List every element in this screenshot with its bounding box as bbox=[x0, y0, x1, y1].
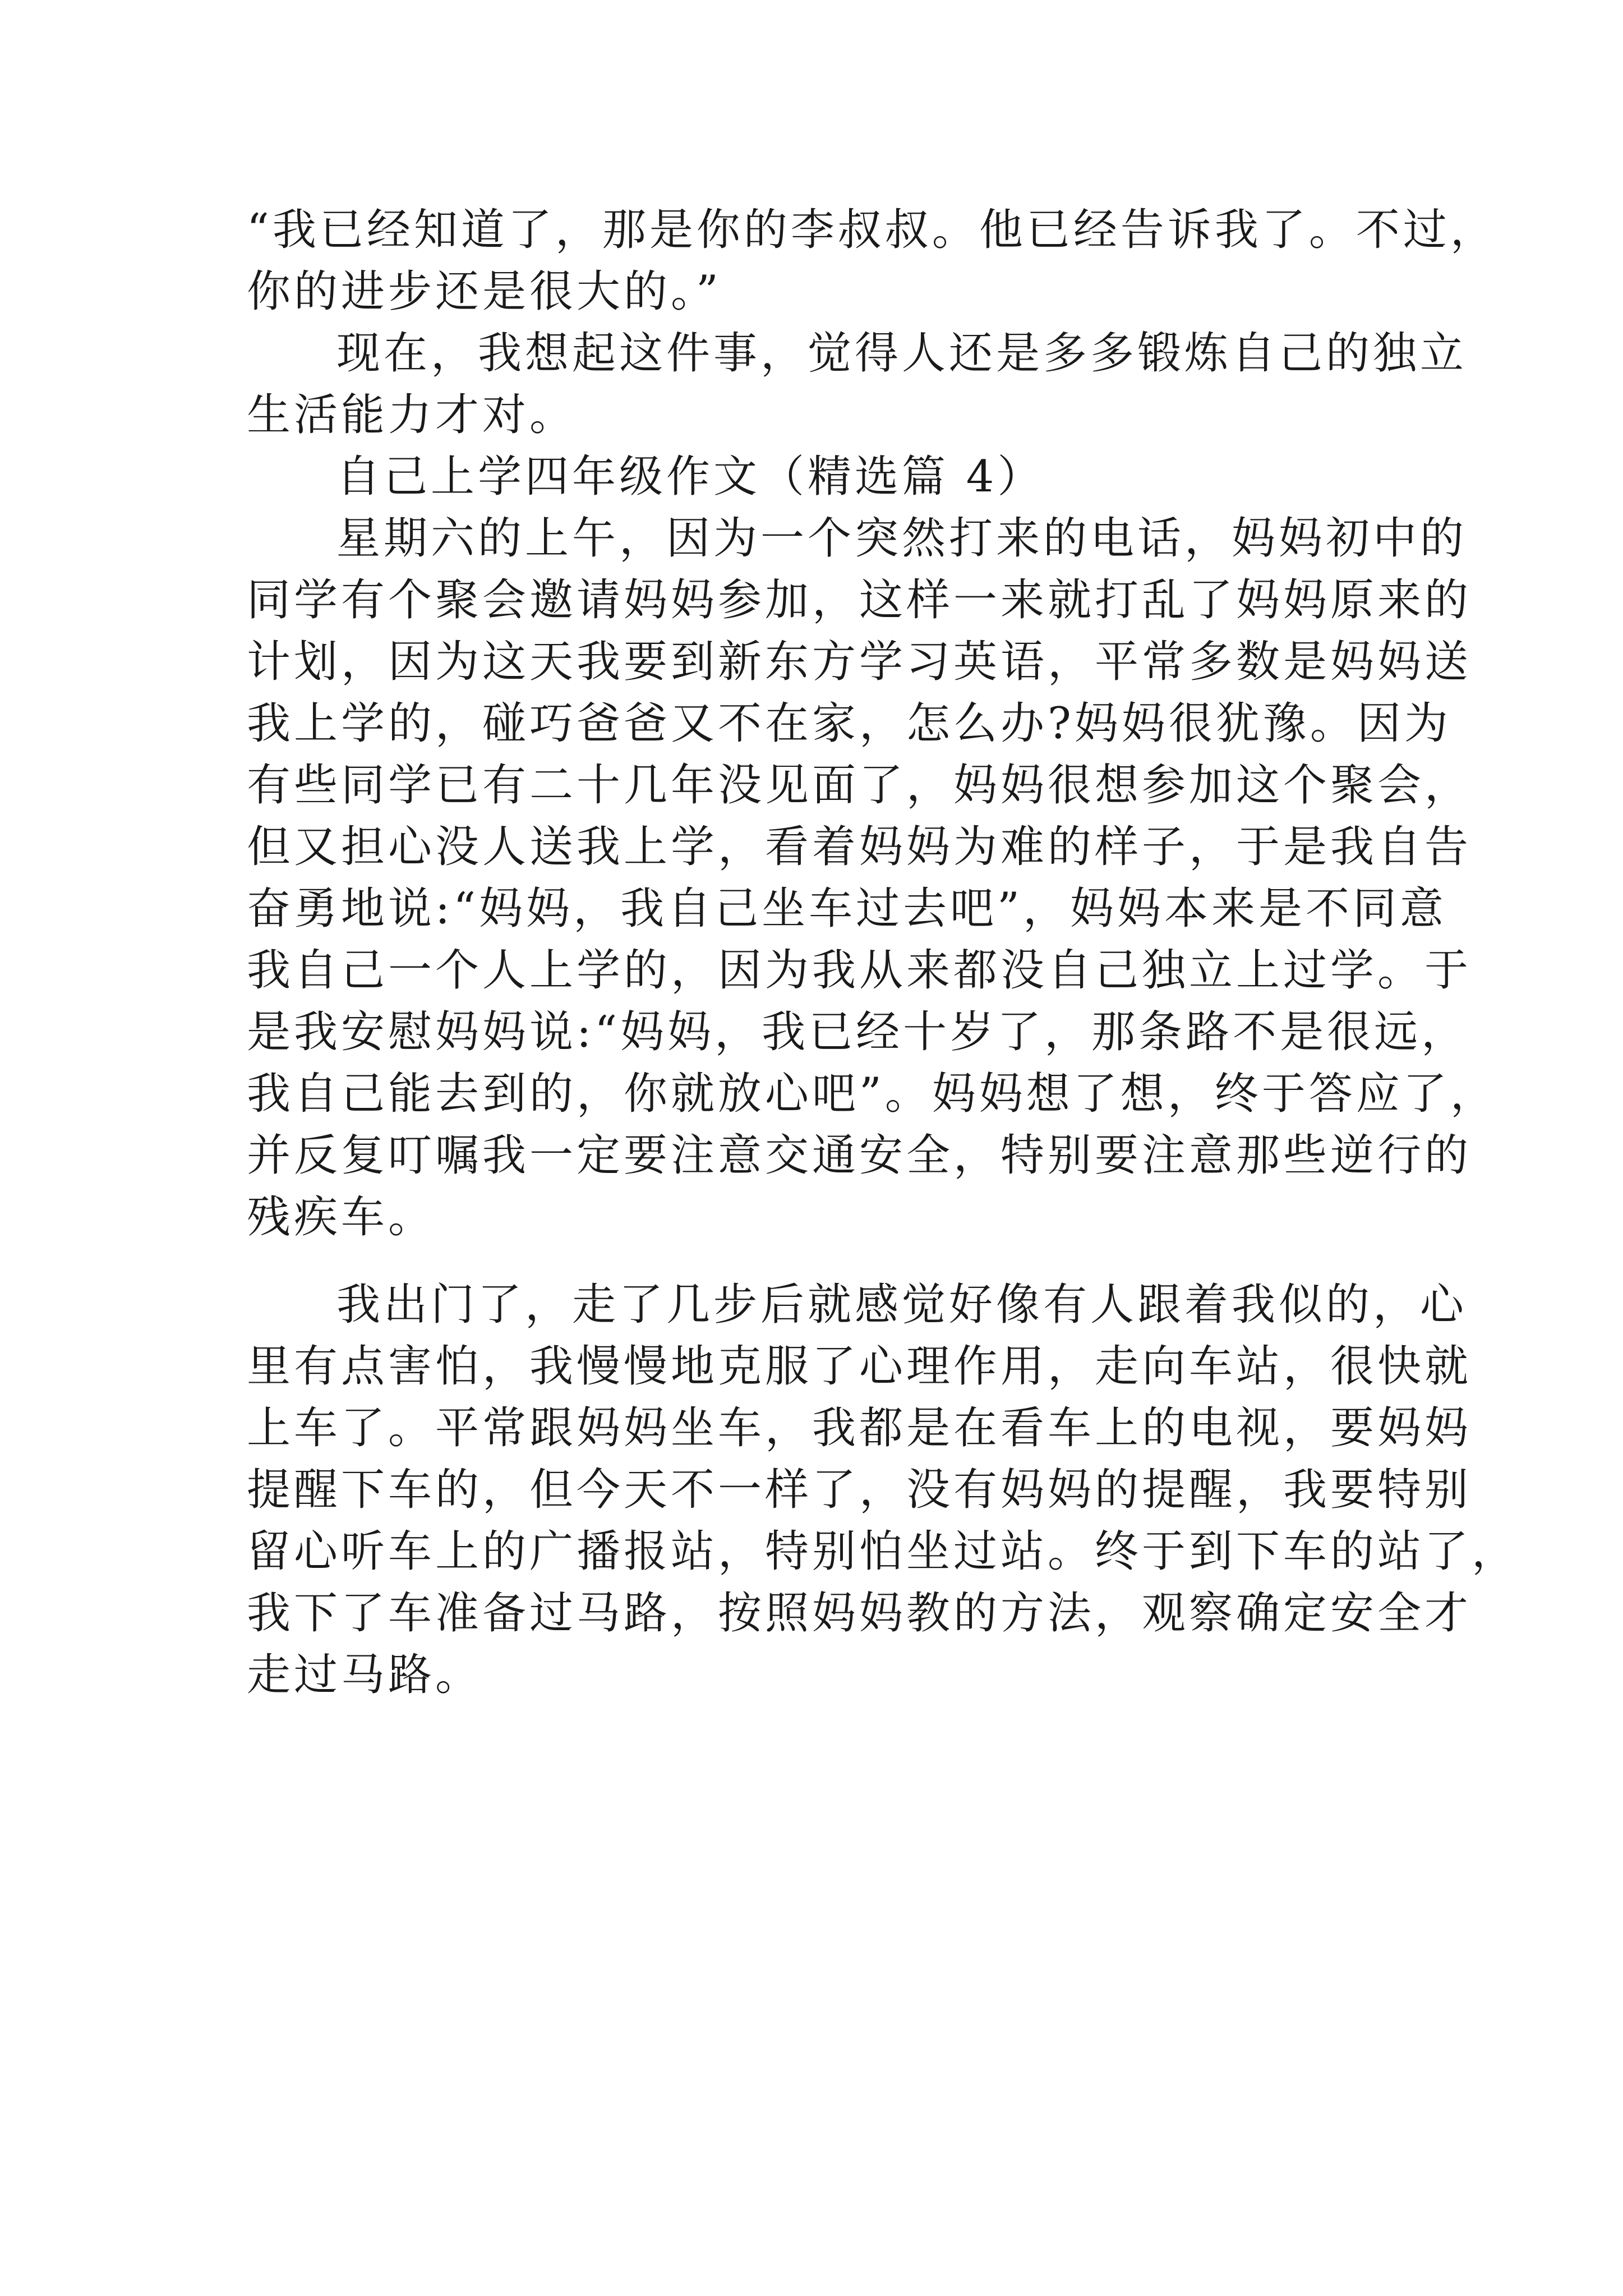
text-line: 但又担心没人送我上学，看着妈妈为难的样子，于是我自告 bbox=[247, 822, 1472, 872]
text-line: 是我安慰妈妈说:“妈妈，我已经十岁了，那条路不是很远， bbox=[247, 1007, 1469, 1057]
text-line: 现在，我想起这件事，觉得人还是多多锻炼自己的独立 bbox=[336, 328, 1468, 379]
text-line: 有些同学已有二十几年没见面了，妈妈很想参加这个聚会， bbox=[247, 760, 1472, 811]
text-line: 你的进步还是很大的。” bbox=[247, 266, 722, 317]
text-line: 奋勇地说:“妈妈，我自己坐车过去吧”，妈妈本来是不同意 bbox=[247, 884, 1447, 934]
text-line: 计划，因为这天我要到新东方学习英语，平常多数是妈妈送 bbox=[247, 637, 1472, 687]
text-line: 同学有个聚会邀请妈妈参加，这样一来就打乱了妈妈原来的 bbox=[247, 575, 1472, 625]
section-heading bbox=[247, 446, 1402, 508]
text-line: 里有点害怕，我慢慢地克服了心理作用，走向车站，很快就 bbox=[247, 1341, 1472, 1392]
text-line: 我下了车准备过马路，按照妈妈教的方法，观察确定安全才 bbox=[247, 1588, 1472, 1639]
document-body bbox=[247, 199, 1519, 1706]
text-line: 留心听车上的广播报站，特别怕坐过站。终于到下车的站了， bbox=[247, 1526, 1519, 1577]
text-line: “我已经知道了，那是你的李叔叔。他已经告诉我了。不过， bbox=[247, 205, 1497, 255]
text-line: 生活能力才对。 bbox=[247, 390, 577, 440]
paragraph bbox=[247, 199, 1497, 323]
text-line: 我自己一个人上学的，因为我从来都没自己独立上过学。于 bbox=[247, 945, 1472, 996]
text-line: 星期六的上午，因为一个突然打来的电话，妈妈初中的 bbox=[336, 513, 1468, 564]
text-line: 提醒下车的，但今天不一样了，没有妈妈的提醒，我要特别 bbox=[247, 1465, 1472, 1515]
text-line: 我自己能去到的，你就放心吧”。妈妈想了想，终于答应了， bbox=[247, 1069, 1497, 1119]
paragraph bbox=[247, 508, 1497, 1248]
paragraph bbox=[247, 1274, 1519, 1706]
text-line: 并反复叮嘱我一定要注意交通安全，特别要注意那些逆行的 bbox=[247, 1130, 1472, 1181]
text-line: 我上学的，碰巧爸爸又不在家，怎么办?妈妈很犹豫。因为 bbox=[247, 698, 1451, 749]
paragraph bbox=[247, 323, 1468, 446]
text-line: 上车了。平常跟妈妈坐车，我都是在看车上的电视，要妈妈 bbox=[247, 1403, 1472, 1453]
text-line: 走过马路。 bbox=[247, 1650, 483, 1700]
heading-text: 自己上学四年级作文（精选篇 4） bbox=[336, 452, 1045, 502]
text-line: 我出门了，走了几步后就感觉好像有人跟着我似的，心 bbox=[336, 1280, 1468, 1330]
text-line: 残疾车。 bbox=[247, 1192, 436, 1243]
